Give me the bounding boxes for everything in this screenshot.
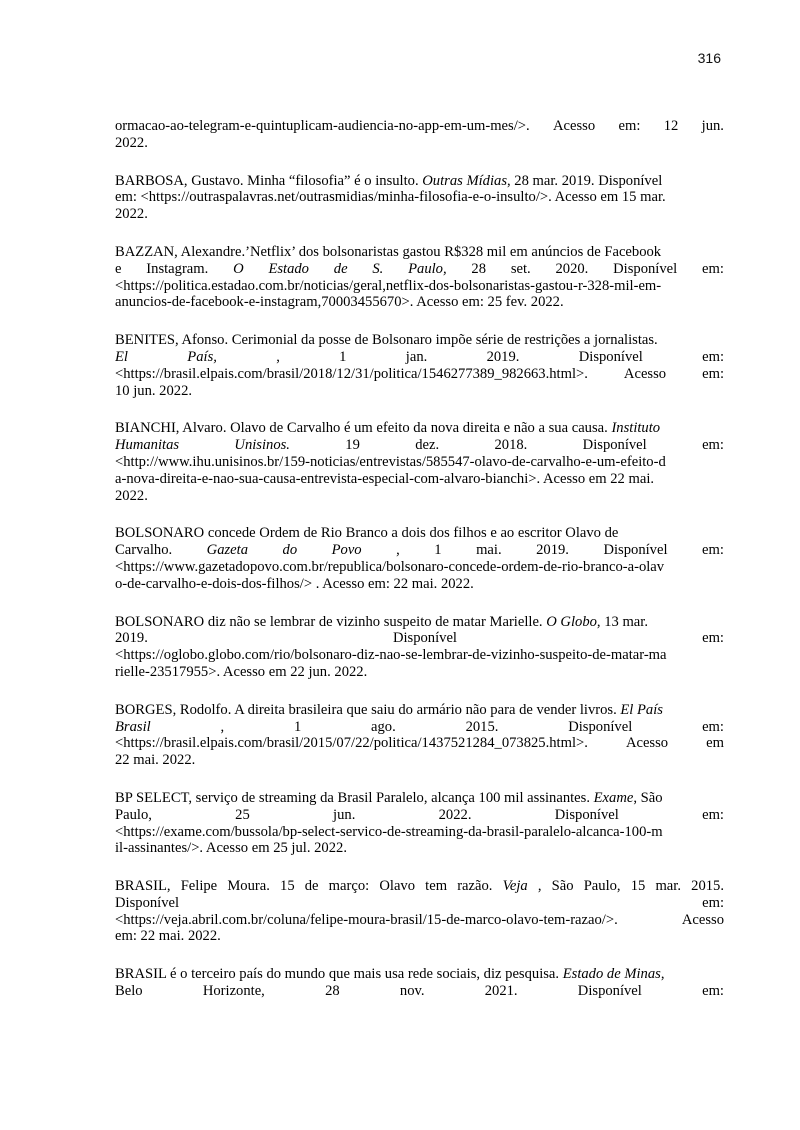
text-segment: <https://brasil.elpais.com/brasil/2018/12/31/politica/1546277389_982663.html>. xyxy=(115,365,588,382)
reference-line xyxy=(115,244,724,261)
text-segment: 1 xyxy=(339,348,347,365)
text-segment: tem xyxy=(425,878,448,895)
italic-text: O Globo xyxy=(546,613,597,630)
reference-line xyxy=(115,437,724,454)
italic-text: Unisinos. xyxy=(234,437,290,454)
text-segment: Disponível xyxy=(603,542,668,559)
text-segment: em: 22 mai. 2022. xyxy=(115,928,221,945)
reference-entry xyxy=(115,118,724,152)
text-segment: BAZZAN, Alexandre.’Netflix’ dos bolsonaristas gastou R$328 mil em anúncios de Facebook xyxy=(115,243,662,260)
reference-line xyxy=(115,366,724,383)
text-segment: 10 jun. 2022. xyxy=(115,382,193,399)
reference-line xyxy=(115,454,724,471)
reference-entry xyxy=(115,878,724,945)
text-segment: ago. xyxy=(371,718,396,735)
text-segment: <https://www.gazetadopovo.com.br/republica/bolsonaro-concede-ordem-de-rio-branco-a-olav xyxy=(115,558,665,575)
reference-entry xyxy=(115,420,724,504)
text-segment: rielle-23517955>. Acesso em 22 jun. 2022. xyxy=(115,663,368,680)
text-segment: BRASIL é o terceiro país do mundo que mais usa rede sociais, diz pesquisa. xyxy=(115,966,563,983)
text-segment: Disponível xyxy=(392,630,457,647)
reference-line xyxy=(115,807,724,824)
italic-text: El País xyxy=(620,701,663,718)
reference-line xyxy=(115,332,724,349)
text-segment: Moura. xyxy=(227,878,270,895)
text-segment: BENITES, Afonso. Cerimonial da posse de Bolsonaro impõe série de restrições a jornalistas. xyxy=(115,332,658,349)
reference-list xyxy=(115,118,724,1021)
text-segment: <https://politica.estadao.com.br/noticias/geral,netflix-dos-bolsonaristas-gastou-r-328-mil-em- xyxy=(115,277,662,294)
reference-line xyxy=(115,576,724,593)
reference-line xyxy=(115,559,724,576)
text-segment: Felipe xyxy=(180,878,218,895)
italic-text: O xyxy=(233,260,244,277)
reference-line xyxy=(115,840,724,857)
reference-line xyxy=(115,118,724,135)
text-segment: em: xyxy=(702,437,724,454)
text-segment: , xyxy=(220,718,225,735)
text-segment: ormacao-ao-telegram-e-quintuplicam-audiencia-no-app-em-um-mes/>. xyxy=(115,118,530,134)
text-segment: em: xyxy=(702,983,724,1000)
reference-line xyxy=(115,719,724,736)
text-segment: Carvalho. xyxy=(115,542,173,559)
text-segment: <https://exame.com/bussola/bp-select-servico-de-streaming-da-brasil-paralelo-alcanca-100-m xyxy=(115,823,663,840)
text-segment: jun. xyxy=(333,806,356,823)
text-segment: Disponível xyxy=(578,348,643,365)
reference-line xyxy=(115,647,724,664)
text-segment: em: xyxy=(702,365,724,382)
reference-line xyxy=(115,383,724,400)
reference-line xyxy=(115,966,724,983)
text-segment: , xyxy=(276,348,280,365)
text-segment: Paulo, xyxy=(115,806,152,823)
reference-line xyxy=(115,173,724,190)
text-segment: <https://brasil.elpais.com/brasil/2015/07/22/politica/1437521284_073825.html>. xyxy=(115,735,588,752)
text-segment: 2020. xyxy=(555,260,589,277)
reference-line xyxy=(115,420,724,437)
text-segment: Disponível xyxy=(568,718,633,735)
text-segment: , xyxy=(537,878,542,895)
reference-line xyxy=(115,895,724,912)
text-segment: jan. xyxy=(405,348,428,365)
reference-line xyxy=(115,790,724,807)
text-segment: <http://www.ihu.unisinos.br/159-noticias/entrevistas/585547-olavo-de-carvalho-e-um-efeito-d xyxy=(115,453,666,470)
text-segment: em: xyxy=(702,806,724,823)
reference-line xyxy=(115,824,724,841)
italic-text: Povo xyxy=(331,542,362,559)
text-segment: 12 xyxy=(663,118,679,134)
reference-line xyxy=(115,702,724,719)
reference-entry xyxy=(115,332,724,399)
text-segment: em: <https://outraspalavras.net/outrasmidias/minha-filosofia-e-o-insulto/>. Acesso em 15 mar. xyxy=(115,189,666,206)
reference-line xyxy=(115,206,724,223)
text-segment: BIANCHI, Alvaro. Olavo de Carvalho é um efeito da nova direita e não a sua causa. xyxy=(115,420,612,437)
page-number: 316 xyxy=(697,50,721,66)
text-segment: em xyxy=(706,735,724,752)
text-segment: 2022. xyxy=(438,806,472,823)
text-segment: Disponível xyxy=(582,437,647,454)
text-segment: 25 xyxy=(235,806,250,823)
text-segment: em: xyxy=(702,630,724,647)
text-segment: Paulo, xyxy=(583,878,621,895)
text-segment: em: xyxy=(618,118,641,134)
reference-line xyxy=(115,278,724,295)
reference-entry xyxy=(115,614,724,681)
text-segment: 28 xyxy=(471,260,487,277)
text-segment: 2022. xyxy=(115,487,148,504)
italic-text: de xyxy=(333,260,348,277)
text-segment: Acesso xyxy=(552,118,596,134)
text-segment: 2022. xyxy=(115,206,148,223)
italic-text: Brasil xyxy=(115,718,151,735)
reference-line xyxy=(115,614,724,631)
italic-text: S. xyxy=(372,260,384,277)
text-segment: 2018. xyxy=(494,437,528,454)
text-segment: 1 xyxy=(434,542,442,559)
text-segment: mar. xyxy=(655,878,681,895)
italic-text: Humanitas xyxy=(115,437,180,454)
text-segment: 2021. xyxy=(484,983,518,1000)
italic-text: Estado xyxy=(268,260,309,277)
reference-line xyxy=(115,525,724,542)
text-segment: 19 xyxy=(345,437,360,454)
italic-text: Paulo, xyxy=(408,260,447,277)
text-segment: BRASIL, xyxy=(115,878,171,895)
reference-line xyxy=(115,983,724,1000)
text-segment: Acesso xyxy=(623,365,667,382)
text-segment: 2015. xyxy=(691,878,724,895)
italic-text: Instituto xyxy=(611,420,661,437)
italic-text: Estado de Minas xyxy=(562,966,661,983)
italic-text: Exame xyxy=(593,789,634,806)
reference-entry xyxy=(115,173,724,223)
reference-line xyxy=(115,752,724,769)
text-segment: Disponível xyxy=(115,894,180,911)
reference-line xyxy=(115,928,724,945)
text-segment: o-de-carvalho-e-dois-dos-filhos/> . Acesso em: 22 mai. 2022. xyxy=(115,575,474,592)
text-segment: 2022. xyxy=(115,134,148,151)
reference-line xyxy=(115,735,724,752)
reference-line xyxy=(115,542,724,559)
text-segment: Acesso xyxy=(681,911,724,928)
text-segment: , 28 mar. 2019. Disponível xyxy=(507,172,663,189)
text-segment: razão. xyxy=(457,878,493,895)
text-segment: , xyxy=(396,542,400,559)
italic-text: Veja xyxy=(502,878,528,895)
text-segment: Disponível xyxy=(613,260,678,277)
text-segment: Olavo xyxy=(379,878,416,895)
text-segment: nov. xyxy=(399,983,425,1000)
text-segment: 2019. xyxy=(486,348,520,365)
text-segment: 15 xyxy=(630,878,646,895)
reference-entry xyxy=(115,702,724,769)
text-segment: 2015. xyxy=(465,718,499,735)
text-segment: Acesso xyxy=(625,735,669,752)
reference-entry xyxy=(115,790,724,857)
text-segment: Belo xyxy=(115,983,143,1000)
italic-text: El xyxy=(115,348,128,365)
reference-line xyxy=(115,261,724,278)
text-segment: mai. xyxy=(476,542,502,559)
reference-entry xyxy=(115,525,724,592)
reference-line xyxy=(115,471,724,488)
text-segment: Instagram. xyxy=(146,260,209,277)
reference-line xyxy=(115,664,724,681)
reference-line xyxy=(115,294,724,311)
text-segment: de xyxy=(304,878,319,895)
text-segment: Horizonte, xyxy=(202,983,265,1000)
text-segment: , xyxy=(660,966,665,983)
text-segment: Disponível xyxy=(554,806,619,823)
text-segment: dez. xyxy=(415,437,440,454)
italic-text: do xyxy=(282,542,298,559)
text-segment: 22 mai. 2022. xyxy=(115,752,196,769)
reference-line xyxy=(115,488,724,505)
text-segment: em: xyxy=(702,348,724,365)
reference-line xyxy=(115,349,724,366)
reference-entry xyxy=(115,244,724,311)
text-segment: 1 xyxy=(293,718,302,735)
text-segment: em: xyxy=(701,260,724,277)
italic-text: País, xyxy=(187,348,217,365)
text-segment: março: xyxy=(328,878,370,895)
text-segment: BOLSONARO diz não se lembrar de vizinho suspeito de matar Marielle. xyxy=(115,613,547,630)
text-segment: BORGES, Rodolfo. A direita brasileira que saiu do armário não para de vender livros. xyxy=(115,701,621,718)
text-segment: 2019. xyxy=(536,542,569,559)
text-segment: 15 xyxy=(280,878,295,895)
text-segment: <https://veja.abril.com.br/coluna/felipe-moura-brasil/15-de-marco-olavo-tem-razao/>. xyxy=(115,911,618,928)
reference-line xyxy=(115,878,724,895)
text-segment: , 13 mar. xyxy=(596,613,648,630)
text-segment: jun. xyxy=(701,118,724,134)
text-segment: set. xyxy=(510,260,531,277)
reference-entry xyxy=(115,966,724,1000)
text-segment: São xyxy=(551,878,574,895)
text-segment: , São xyxy=(633,789,663,806)
reference-line xyxy=(115,189,724,206)
text-segment: 2019. xyxy=(115,630,148,647)
reference-line xyxy=(115,135,724,152)
text-segment: il-assinantes/>. Acesso em 25 jul. 2022. xyxy=(115,840,347,857)
text-segment: a-nova-direita-e-nao-sua-causa-entrevista-especial-com-alvaro-bianchi>. Acesso em 22 mai. xyxy=(115,470,655,487)
text-segment: em: xyxy=(702,718,724,735)
text-segment: anuncios-de-facebook-e-instagram,70003455670>. Acesso em: 25 fev. 2022. xyxy=(115,294,564,311)
text-segment: Disponível xyxy=(577,983,642,1000)
italic-text: Gazeta xyxy=(206,542,249,559)
text-segment: BP SELECT, serviço de streaming da Brasil Paralelo, alcança 100 mil assinantes. xyxy=(115,789,594,806)
text-segment: em: xyxy=(702,894,724,911)
italic-text: Outras Mídias xyxy=(422,172,507,189)
text-segment: em: xyxy=(702,542,724,559)
text-segment: <https://oglobo.globo.com/rio/bolsonaro-diz-nao-se-lembrar-de-vizinho-suspeito-de-matar-ma xyxy=(115,647,667,664)
text-segment: 28 xyxy=(325,983,340,1000)
reference-line xyxy=(115,912,724,929)
reference-line xyxy=(115,630,724,647)
text-segment: BARBOSA, Gustavo. Minha “filosofia” é o insulto. xyxy=(115,172,423,189)
text-segment: BOLSONARO concede Ordem de Rio Branco a dois dos filhos e ao escritor Olavo de xyxy=(115,525,619,542)
text-segment: e xyxy=(115,260,122,277)
